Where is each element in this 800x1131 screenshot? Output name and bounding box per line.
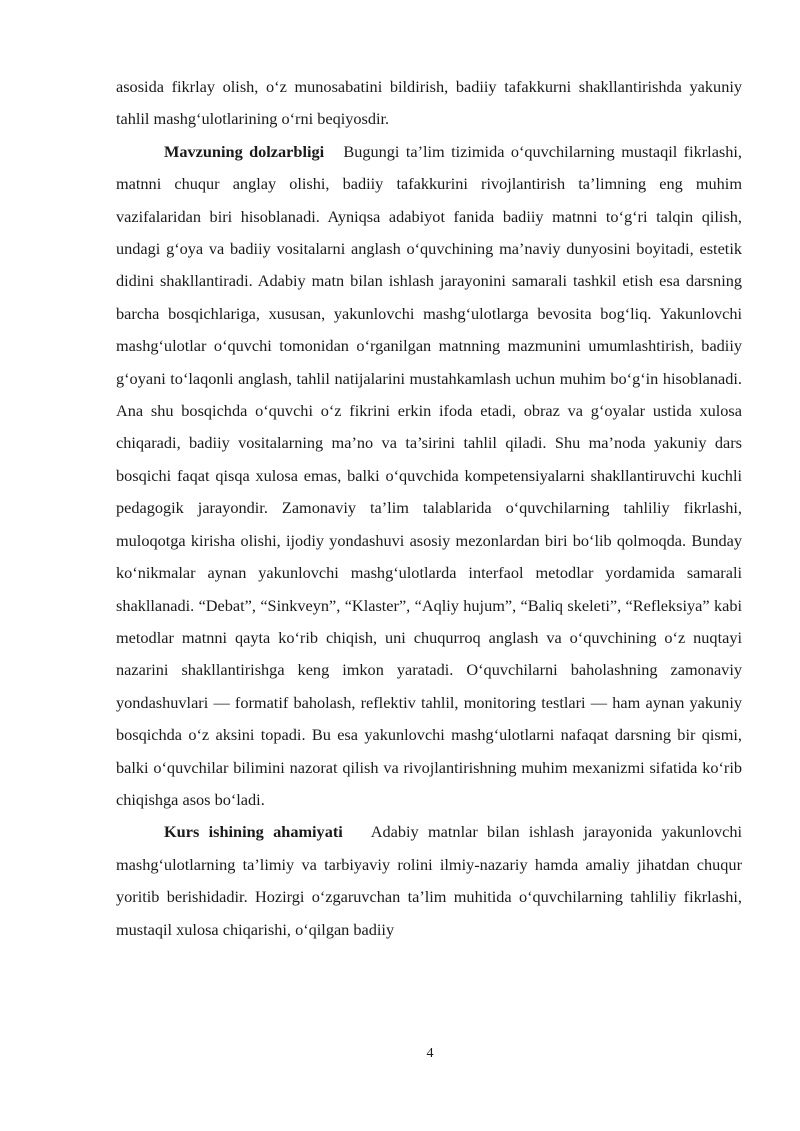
paragraph-text: Bugungi ta’lim tizimida o‘quvchilarning mustaqil fikrlashi, matnni chuqur anglay olishi, badiiy tafakkurini rivojlantirish ta’limning eng muhim vazifalaridan biri hisoblanadi. Ayniqsa adabiyot fanida badiiy matnni to‘g‘ri talqin qilish, undagi g‘oya va badiiy vositalarni anglash o‘quvchining ma’naviy dunyosini boyitadi, estetik didini shakllantiradi. Adabiy matn bilan ishlash jarayonini samarali tashkil etish esa darsning barcha bosqichlariga, xususan, yakunlovchi mashg‘ulotlarga bevosita bog‘liq. Yakunlovchi mashg‘ulotlar o‘quvchi tomonidan o‘rganilgan matnning mazmunini umumlashtirish, badiiy g‘oyani to‘laqonli anglash, tahlil natijalarini mustahkamlash uchun muhim bo‘g‘in hisoblanadi. Ana shu bosqichda o‘quvchi o‘z fikrini erkin ifoda etadi, obraz va g‘oyalar ustida xulosa chiqaradi, badiiy vositalarning ma’no va ta’sirini tahlil qiladi. Shu ma’noda yakuniy dars bosqichi faqat qisqa xulosa emas, balki o‘quvchida kompetensiyalarni shakllantiruvchi kuchli pedagogik jarayondir. Zamonaviy ta’lim talablarida o‘quvchilarning tahliliy fikrlashi, muloqotga kirisha olishi, ijodiy yondashuvi asosiy mezonlardan biri bo‘lib qolmoqda. Bunday ko‘nikmalar aynan yakunlovchi mashg‘ulotlarda interfaol metodlar yordamida samarali shakllanadi. “Debat”, “Sinkveyn”, “Klaster”, “Aqliy hujum”, “Baliq skeleti”, “Refleksiya” kabi metodlar matnni qayta ko‘rib chiqish, uni chuqurroq anglash va o‘quvchining o‘z nuqtayi nazarini shakllantirishga keng imkon yaratadi. O‘quvchilarni baholashning zamonaviy yondashuvlari — formatif baholash, reflektiv tahlil, monitoring testlari — ham aynan yakuniy bosqichda o‘z aksini topadi. Bu esa yakunlovchi mashg‘ulotlarni nafaqat darsning bir qismi, balki o‘quvchilar bilimini nazorat qilish va rivojlantirishning muhim mexanizmi sifatida ko‘rib chiqishga asos bo‘ladi.	[116, 141, 742, 809]
page-number: 4	[426, 1046, 434, 1061]
paragraph-text: Adabiy matnlar bilan ishlash jarayonida yakunlovchi mashg‘ulotlarning ta’limiy va tarbiyaviy rolini ilmiy-nazariy hamda amaliy jihatdan chuqur yoritib berishidadir. Hozirgi o‘zgaruvchan ta’lim muhitida o‘quvchilarning tahliliy fikrlashi, mustaqil xulosa chiqarishi, o‘qilgan badiiy	[116, 822, 742, 939]
body-text	[116, 71, 742, 946]
paragraph-heading: Kurs ishining ahamiyati	[164, 822, 343, 842]
paragraph-relevance	[116, 136, 742, 817]
paragraph-heading: Mavzuning dolzarbligi	[164, 141, 325, 161]
paragraph-text: asosida fikrlay olish, o‘z munosabatini bildirish, badiiy tafakkurni shakllantirishda yakuniy tahlil mashg‘ulotlarining o‘rni beqiyosdir.	[116, 77, 742, 129]
paragraph-significance	[116, 816, 742, 946]
paragraph-continuation	[116, 71, 742, 136]
